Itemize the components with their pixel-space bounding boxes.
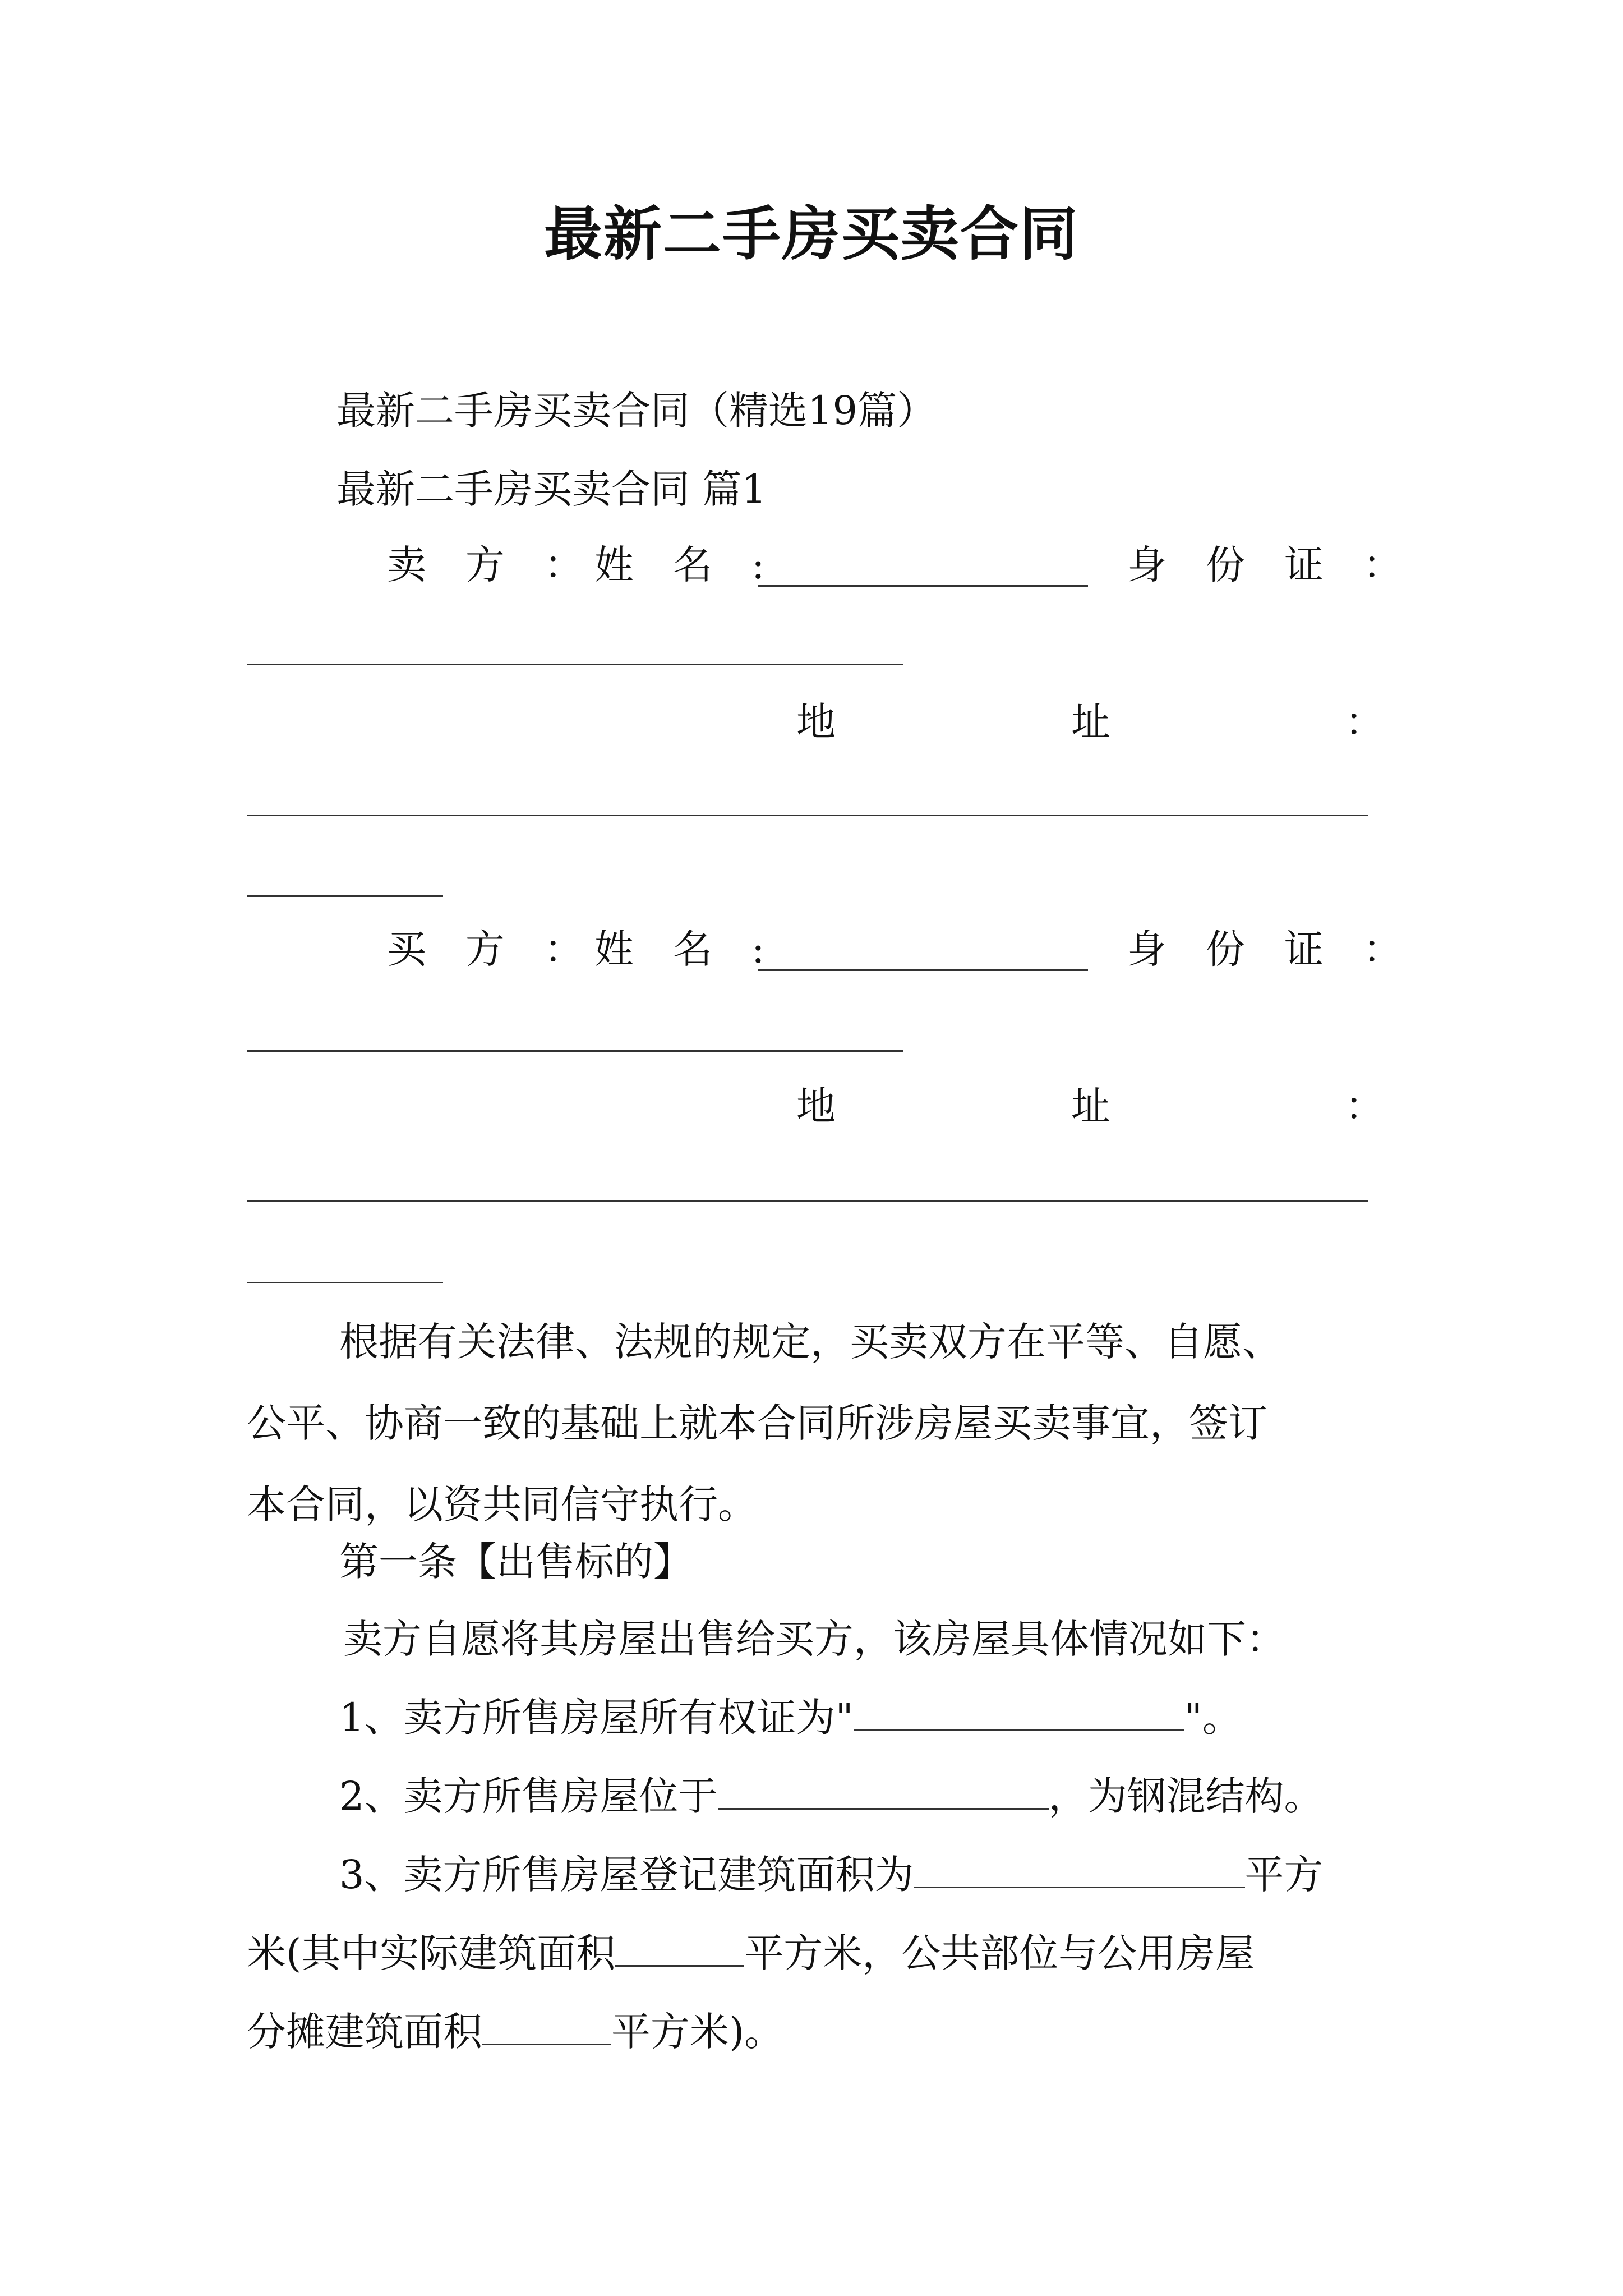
document-subtitle: 最新二手房买卖合同（精选19篇） [336, 388, 937, 434]
intro-line-2: 公平、协商一致的基础上就本合同所涉房屋买卖事宜，签订 [247, 1400, 1267, 1446]
item-3-line-3-post: 平方米)。 [611, 2009, 784, 2055]
item-1 [339, 1694, 1242, 1741]
item-3-shared-area-blank [482, 2016, 611, 2045]
seller-id-blank [247, 664, 903, 665]
seller-address-blank-2 [247, 895, 443, 897]
seller-name-blank [758, 585, 1088, 587]
item-3-line-2-pre: 米(其中实际建筑面积 [247, 1930, 616, 1976]
buyer-id-label: 身 份 证 ： [1127, 926, 1402, 972]
buyer-name-label: 姓 名 : [594, 926, 765, 972]
article1-heading: 第一条【出售标的】 [339, 1539, 693, 1585]
item-3-line-1-post: 平方 [1244, 1852, 1324, 1898]
buyer-address-label-1: 地 [796, 1083, 836, 1129]
seller-name-label: 姓 名 : [594, 542, 765, 588]
seller-address-label-2: 址 [1071, 699, 1110, 745]
item-3-line-3 [247, 2008, 783, 2055]
item-3-line-1-pre: 3、卖方所售房屋登记建筑面积为 [339, 1852, 914, 1898]
buyer-id-blank [247, 1050, 903, 1052]
item-1-blank [854, 1701, 1184, 1731]
seller-id-label: 身 份 证 ： [1127, 542, 1402, 588]
item-1-post: "。 [1184, 1695, 1242, 1741]
buyer-address-label-2: 址 [1071, 1083, 1110, 1129]
buyer-label: 买 方 ： [387, 926, 583, 972]
buyer-address-colon: ： [1345, 1083, 1384, 1129]
document-title: 最新二手房买卖合同 [543, 199, 1079, 268]
item-3-actual-area-blank [615, 1937, 744, 1967]
buyer-address-blank-2 [247, 1282, 443, 1283]
intro-line-3: 本合同，以资共同信守执行。 [247, 1481, 757, 1527]
seller-label: 卖 方 ： [387, 542, 583, 588]
chapter-heading: 最新二手房买卖合同 篇1 [336, 466, 767, 512]
item-3-line-2-mid: 平方米，公共部位与公用房屋 [744, 1930, 1255, 1976]
item-2-pre: 2、卖方所售房屋位于 [339, 1773, 718, 1819]
article1-intro: 卖方自愿将其房屋出售给买方，该房屋具体情况如下： [343, 1616, 1285, 1662]
item-2 [339, 1773, 1324, 1820]
intro-paragraph [247, 1301, 1391, 1545]
item-2-blank [718, 1780, 1049, 1810]
intro-line-1: 根据有关法律、法规的规定，买卖双方在平等、自愿、 [339, 1319, 1281, 1365]
seller-address-label-1: 地 [796, 699, 836, 745]
item-3-line-2 [247, 1930, 1255, 1977]
buyer-address-blank-1 [247, 1200, 1368, 1202]
item-3-line-1 [339, 1851, 1324, 1898]
seller-address-blank-1 [247, 815, 1368, 816]
seller-address-colon: ： [1345, 699, 1384, 745]
item-2-post: ，为钢混结构。 [1048, 1773, 1324, 1819]
buyer-name-blank [758, 969, 1088, 971]
item-1-pre: 1、卖方所售房屋所有权证为" [339, 1695, 854, 1741]
item-3-area-blank [914, 1858, 1245, 1888]
item-3-line-3-pre: 分摊建筑面积 [247, 2009, 482, 2055]
